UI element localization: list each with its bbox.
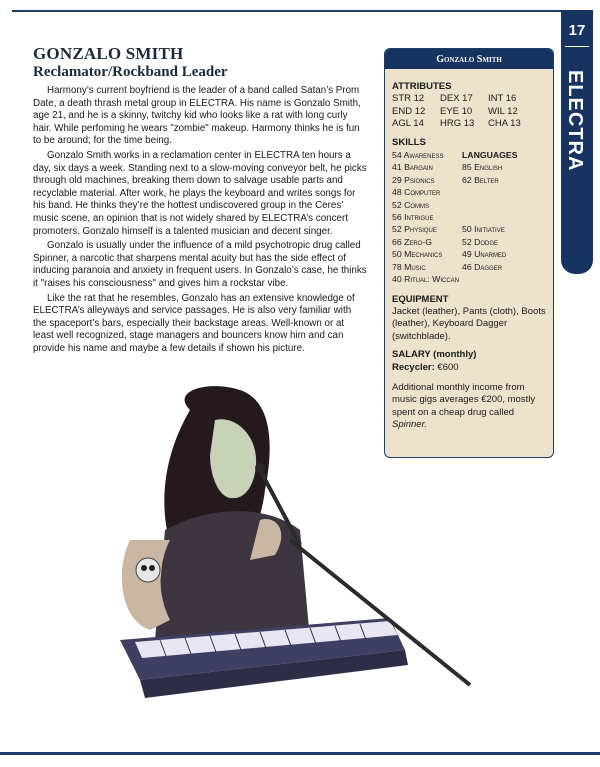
salary-recycler-label: Recycler:: [392, 361, 435, 373]
attributes-grid: [392, 93, 547, 130]
skill-item: 50 Mechanics: [392, 249, 443, 260]
skill-item: 54 Awareness: [392, 150, 444, 161]
bottom-rule: [0, 752, 600, 755]
attribute-int: INT 16: [488, 93, 517, 105]
salary-line: [392, 362, 547, 374]
skills-grid: [392, 149, 547, 273]
salary-label: SALARY (monthly): [392, 349, 477, 361]
attribute-eye: EYE 10: [440, 105, 473, 117]
attribute-cha: CHA 13: [488, 118, 521, 130]
page-number: 17: [568, 22, 586, 39]
language-item: 62 Belter: [462, 174, 499, 185]
skill-item: 52 Dodge: [462, 236, 499, 247]
attribute-str: STR 12: [392, 93, 425, 105]
skill-item: 48 Computer: [392, 187, 441, 198]
skills-label: SKILLS: [392, 136, 426, 148]
equipment-label: EQUIPMENT: [392, 293, 449, 305]
skill-item: 52 Comms: [392, 199, 430, 210]
skill-item-empty: [462, 211, 542, 223]
top-rule: [12, 10, 570, 12]
skill-item: 52 Physique: [392, 224, 437, 235]
paragraph-3: Gonzalo is usually under the influence of a mild psychotropic drug called Spinner, a narcotic that sharpens mental acuity but has the side effect of inducing paranoia and anxiety in frequent users. In Gonzalo’s case, he thinks it "raises his consciousness" and gives him a rockstar vibe.: [33, 240, 367, 289]
language-item: 85 English: [462, 162, 503, 173]
skill-item: 78 Music: [392, 261, 426, 272]
chapter-label: ELECTRA: [564, 70, 586, 172]
income-note-drug: Spinner.: [392, 419, 428, 431]
salary-recycler-value: €600: [437, 361, 459, 373]
skill-item-ritual: 40 Ritual: Wiccan: [392, 274, 460, 285]
attribute-wil: WIL 12: [488, 105, 518, 117]
skill-item-empty: [462, 199, 542, 211]
skill-item: 49 Unarmed: [462, 249, 507, 260]
paragraph-4: Like the rat that he resembles, Gonzalo has an extensive knowledge of ELECTRA’s alleyways and service passages. He is also very familiar with the spaceport’s bars, especially their backstage areas. Well-known or at least well recognized, stage managers and bouncers know him and can provide his name and maybe a few details if shown his picture.: [33, 292, 355, 354]
income-note-text: Additional monthly income from music gigs averages €200, mostly spent on a cheap drug called: [392, 381, 536, 418]
character-illustration: [60, 380, 480, 740]
equipment-text: Jacket (leather), Pants (cloth), Boots (leather), Keyboard Dagger (switchblade).: [392, 305, 546, 342]
main-text-column: [33, 44, 367, 357]
npc-role: Reclamator/Rockband Leader: [33, 64, 228, 80]
stat-block-title: Gonzalo Smith: [385, 49, 553, 69]
tab-divider: [565, 46, 589, 47]
languages-label: LANGUAGES: [462, 150, 518, 161]
attribute-dex: DEX 17: [440, 93, 473, 105]
attribute-hrg: HRG 13: [440, 118, 475, 130]
skill-item: 50 Initiative: [462, 224, 505, 235]
attribute-end: END 12: [392, 105, 426, 117]
skill-item: 56 Intrigue: [392, 212, 434, 223]
attribute-agl: AGL 14: [392, 118, 424, 130]
skill-item: 29 Psionics: [392, 174, 435, 185]
paragraph-1: Harmony’s current boyfriend is the leader of a band called Satan’s Prom Date, a death thrash metal group in ELECTRA. His name is Gonzalo Smith, age 21, and he is a skinny, twitchy kid who looks like a rat with long curly hair. While perfoming he wears "zombie" makeup. Harmony thinks he is fun to be around; for the time being.: [33, 85, 361, 147]
paragraph-2: Gonzalo Smith works in a reclamation center in ELECTRA ten hours a day, six days a week. Standing next to a slow-moving conveyor belt, he picks through old machines, breaking them down to salvage usable parts and recyclable material. After work, he plays the keyboard and writes songs for his band. He thinks they’re the hottest undiscovered group in the Ceres’ music scene, an opinion that is not widely shared by ELECTRA’s concert promoters. Gonzalo himself is a talented musician and decent singer.: [33, 149, 367, 237]
skill-item: 46 Dagger: [462, 261, 503, 272]
skill-item: 41 Bargain: [392, 162, 433, 173]
chapter-tab: [561, 10, 593, 274]
attributes-label: ATTRIBUTES: [392, 81, 452, 92]
skill-item-empty: [462, 186, 542, 198]
skill-item: 66 Zero-G: [392, 236, 433, 247]
npc-name: GONZALO SMITH: [33, 44, 184, 63]
